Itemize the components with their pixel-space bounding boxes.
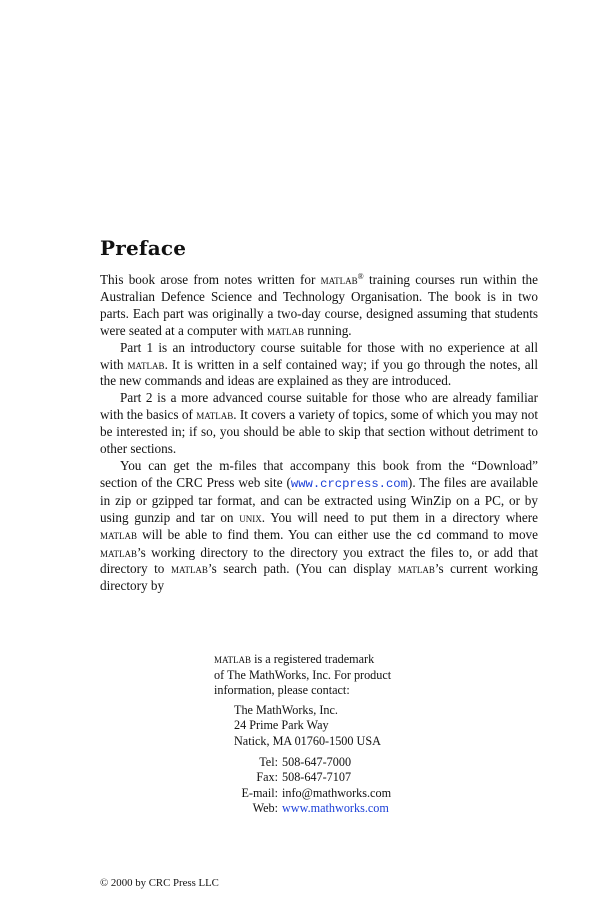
address-line: The MathWorks, Inc. [234, 702, 338, 717]
text-run: ’s current working directory by [100, 561, 539, 594]
copyright-notice: © 2000 by CRC Press LLC [100, 877, 219, 889]
cd-command: cd [416, 528, 432, 543]
text-run: You can get the m-files that accompany this book from the “Download” section of the CRC Press web site ( [100, 457, 538, 490]
matlab-name: matlab [100, 526, 138, 542]
mathworks-link[interactable]: www.mathworks.com [282, 801, 389, 816]
unix-name: unix [239, 509, 262, 525]
text-run: will be able to find them. You can either use the [137, 526, 417, 542]
matlab-name: matlab [397, 561, 435, 577]
page-title: Preface [100, 236, 187, 260]
contact-table [214, 755, 391, 817]
trademark-line: of The MathWorks, Inc. For product [214, 667, 392, 682]
contact-row [214, 786, 391, 802]
contact-label: Fax: [256, 770, 278, 785]
matlab-name: matlab [127, 356, 165, 372]
text-run: Part 2 is a more advanced course suitable for those who are already familiar with the basics of [100, 390, 538, 423]
text-run: . It covers a variety of topics, some of which you may not be interested in; if so, you should be able to skip that section without detriment to other sections. [100, 407, 538, 457]
trademark-notice [214, 652, 454, 817]
contact-row [214, 770, 391, 786]
registered-mark: ® [357, 272, 364, 281]
matlab-name: matlab [170, 561, 208, 577]
paragraph-1 [100, 272, 538, 340]
paragraph-3 [100, 390, 538, 458]
text-run: . It is written in a self contained way; if you go through the notes, all the new commands and ideas are explained as they are introduced. [100, 356, 538, 389]
text-run: . You will need to put them in a directory where [261, 509, 538, 525]
text-run: Part 1 is an introductory course suitable for those with no experience at all with [100, 339, 538, 372]
paragraph-4 [100, 458, 538, 595]
contact-row [214, 801, 391, 817]
address-line: Natick, MA 01760-1500 USA [234, 733, 381, 748]
text-run: running. [303, 322, 352, 338]
text-run: training courses run within the Australian Defence Science and Technology Organisation. The book is in two parts. Each part was originally a two-day course, designed assuming that students were seated at a computer with [100, 272, 538, 338]
trademark-line [214, 652, 454, 668]
text-run: ’s working directory to the directory you extract the files to, or add that directory to [100, 544, 538, 577]
text-run: is a registered trademark [251, 652, 375, 666]
text-run: This book arose from notes written for [100, 272, 321, 287]
text-run: command to move [431, 526, 538, 542]
contact-label: Web: [252, 801, 278, 816]
contact-value: 508-647-7107 [282, 770, 352, 785]
preface-body [100, 272, 538, 595]
matlab-name: matlab [100, 544, 138, 560]
contact-label: E-mail: [241, 785, 278, 800]
crcpress-link[interactable]: www.crcpress.com [290, 476, 408, 491]
text-run: ). The files are available in zip or gzipped tar format, and can be extracted using WinZip on a PC, or by using gunzip and tar on [100, 474, 538, 525]
contact-value: 508-647-7000 [282, 754, 352, 769]
text-run: ’s search path. (You can display [207, 561, 398, 577]
mailing-address [234, 703, 454, 750]
contact-email: info@mathworks.com [282, 785, 392, 800]
contact-row [214, 755, 391, 771]
matlab-name: matlab [320, 272, 358, 287]
contact-label: Tel: [259, 754, 278, 769]
paragraph-2 [100, 340, 538, 391]
matlab-name: matlab [214, 652, 252, 666]
matlab-name: matlab [266, 322, 304, 338]
matlab-name: matlab [196, 407, 234, 423]
address-line: 24 Prime Park Way [234, 718, 329, 733]
trademark-line: information, please contact: [214, 683, 350, 698]
